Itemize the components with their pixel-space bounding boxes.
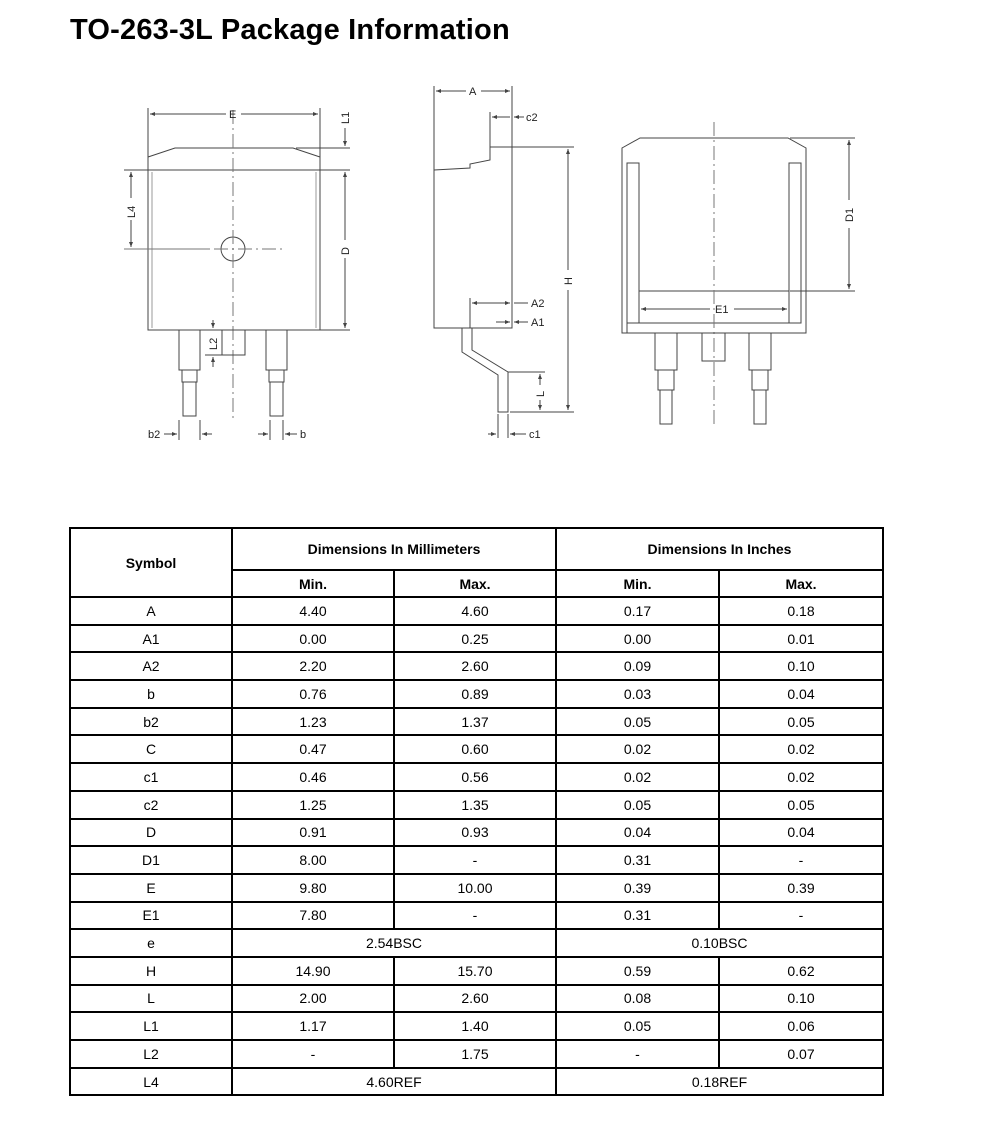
symbol-cell: b2 [70, 708, 232, 736]
table-row [70, 846, 883, 874]
mm-min-cell: 0.00 [232, 625, 394, 653]
mm-min-cell: 1.25 [232, 791, 394, 819]
in-max-cell: 0.10 [719, 652, 883, 680]
in-min-cell: 0.04 [556, 819, 719, 847]
mm-max-cell: 0.89 [394, 680, 556, 708]
in-min-cell: 0.59 [556, 957, 719, 985]
symbol-cell: E1 [70, 902, 232, 930]
table-row [70, 708, 883, 736]
in-max-cell: - [719, 902, 883, 930]
symbol-cell: c2 [70, 791, 232, 819]
label-L: L [535, 390, 547, 397]
symbol-cell: H [70, 957, 232, 985]
symbol-cell: A [70, 597, 232, 625]
package-outline-drawing [0, 0, 991, 470]
table-row [70, 735, 883, 763]
mm-max-cell: 1.75 [394, 1040, 556, 1068]
side-view [434, 86, 574, 438]
mm-min-cell: 0.76 [232, 680, 394, 708]
table-row [70, 819, 883, 847]
mm-min-cell: 2.20 [232, 652, 394, 680]
inches-header: Dimensions In Inches [556, 528, 883, 570]
in-max-cell: 0.39 [719, 874, 883, 902]
mm-min-cell: 2.00 [232, 985, 394, 1013]
in-min-cell: 0.31 [556, 902, 719, 930]
mm-min-header: Min. [232, 570, 394, 597]
label-L2: L2 [208, 337, 220, 350]
symbol-cell: D [70, 819, 232, 847]
table-row [70, 763, 883, 791]
mm-max-cell: 4.60 [394, 597, 556, 625]
mm-max-cell: 1.37 [394, 708, 556, 736]
in-max-cell: 0.05 [719, 791, 883, 819]
label-c1: c1 [529, 429, 541, 441]
mm-min-cell: 14.90 [232, 957, 394, 985]
table-row [70, 902, 883, 930]
bottom-view [622, 122, 855, 428]
mm-max-cell: 2.60 [394, 652, 556, 680]
in-max-cell: 0.18 [719, 597, 883, 625]
in-max-cell: 0.62 [719, 957, 883, 985]
label-H: H [563, 277, 575, 285]
in-min-cell: 0.08 [556, 985, 719, 1013]
mm-max-cell: 1.40 [394, 1012, 556, 1040]
mm-max-cell: 2.60 [394, 985, 556, 1013]
in-span-cell: 0.10BSC [556, 929, 883, 957]
mm-min-cell: 0.91 [232, 819, 394, 847]
mm-min-cell: 0.47 [232, 735, 394, 763]
symbol-cell: L [70, 985, 232, 1013]
mm-min-cell: 1.23 [232, 708, 394, 736]
symbol-cell: E [70, 874, 232, 902]
in-min-cell: 0.39 [556, 874, 719, 902]
in-max-cell: 0.10 [719, 985, 883, 1013]
mm-min-cell: 0.46 [232, 763, 394, 791]
symbol-cell: A2 [70, 652, 232, 680]
label-b2: b2 [148, 429, 161, 441]
dimensions-table [69, 527, 884, 1096]
in-min-cell: - [556, 1040, 719, 1068]
table-row [70, 957, 883, 985]
table-row [70, 791, 883, 819]
in-min-cell: 0.09 [556, 652, 719, 680]
table-row [70, 985, 883, 1013]
symbol-header: Symbol [70, 528, 232, 597]
mm-min-cell: 9.80 [232, 874, 394, 902]
mm-max-cell: 0.93 [394, 819, 556, 847]
symbol-cell: b [70, 680, 232, 708]
mm-min-cell: 8.00 [232, 846, 394, 874]
in-max-cell: 0.05 [719, 708, 883, 736]
table-row [70, 1068, 883, 1096]
mm-min-cell: 7.80 [232, 902, 394, 930]
mm-max-cell: 10.00 [394, 874, 556, 902]
mm-max-cell: - [394, 902, 556, 930]
dimension-labels [126, 86, 856, 441]
label-A2: A2 [531, 298, 545, 310]
symbol-cell: A1 [70, 625, 232, 653]
symbol-cell: e [70, 929, 232, 957]
mm-max-cell: 1.35 [394, 791, 556, 819]
mm-max-cell: 0.25 [394, 625, 556, 653]
top-view [124, 108, 350, 440]
mm-min-cell: 1.17 [232, 1012, 394, 1040]
label-b: b [300, 429, 307, 441]
in-span-cell: 0.18REF [556, 1068, 883, 1096]
in-min-header: Min. [556, 570, 719, 597]
page-title: TO-263-3L Package Information [70, 14, 510, 46]
in-min-cell: 0.00 [556, 625, 719, 653]
mm-max-cell: 0.60 [394, 735, 556, 763]
table-row [70, 874, 883, 902]
symbol-cell: c1 [70, 763, 232, 791]
mm-span-cell: 2.54BSC [232, 929, 556, 957]
table-row [70, 1012, 883, 1040]
label-D1: D1 [844, 207, 856, 222]
table-row [70, 680, 883, 708]
table-row [70, 1040, 883, 1068]
mm-max-cell: 15.70 [394, 957, 556, 985]
label-A: A [469, 86, 477, 98]
in-max-header: Max. [719, 570, 883, 597]
mm-max-cell: - [394, 846, 556, 874]
label-L1: L1 [340, 111, 352, 124]
mm-min-cell: - [232, 1040, 394, 1068]
in-max-cell: 0.02 [719, 735, 883, 763]
in-max-cell: 0.01 [719, 625, 883, 653]
label-A1: A1 [531, 317, 545, 329]
symbol-cell: D1 [70, 846, 232, 874]
in-min-cell: 0.17 [556, 597, 719, 625]
label-E1: E1 [715, 304, 729, 316]
in-min-cell: 0.31 [556, 846, 719, 874]
table-row [70, 652, 883, 680]
label-L4: L4 [126, 205, 138, 218]
mm-span-cell: 4.60REF [232, 1068, 556, 1096]
symbol-cell: L1 [70, 1012, 232, 1040]
table-row [70, 597, 883, 625]
label-c2: c2 [526, 112, 538, 124]
in-max-cell: 0.04 [719, 819, 883, 847]
label-E: E [229, 109, 237, 121]
in-max-cell: 0.07 [719, 1040, 883, 1068]
in-max-cell: 0.04 [719, 680, 883, 708]
symbol-cell: L4 [70, 1068, 232, 1096]
mm-max-cell: 0.56 [394, 763, 556, 791]
in-min-cell: 0.05 [556, 708, 719, 736]
in-min-cell: 0.05 [556, 791, 719, 819]
in-min-cell: 0.03 [556, 680, 719, 708]
in-max-cell: - [719, 846, 883, 874]
in-min-cell: 0.05 [556, 1012, 719, 1040]
mm-min-cell: 4.40 [232, 597, 394, 625]
in-max-cell: 0.06 [719, 1012, 883, 1040]
table-row [70, 625, 883, 653]
mm-header: Dimensions In Millimeters [232, 528, 556, 570]
in-max-cell: 0.02 [719, 763, 883, 791]
label-D: D [340, 247, 352, 255]
in-min-cell: 0.02 [556, 763, 719, 791]
mm-max-header: Max. [394, 570, 556, 597]
symbol-cell: L2 [70, 1040, 232, 1068]
table-row [70, 929, 883, 957]
symbol-cell: C [70, 735, 232, 763]
in-min-cell: 0.02 [556, 735, 719, 763]
